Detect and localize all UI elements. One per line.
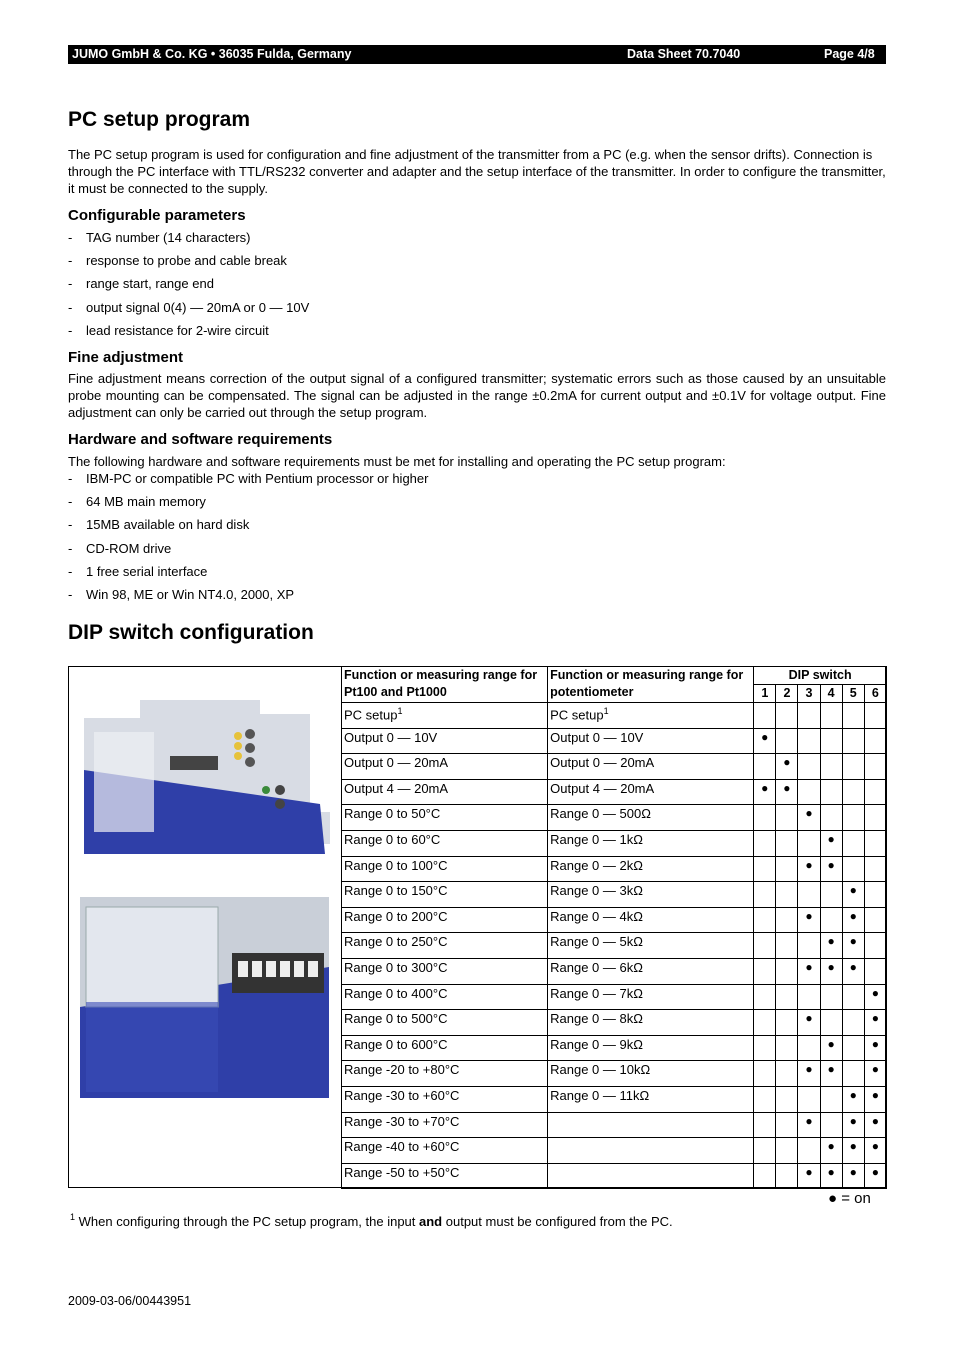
dip-table-body xyxy=(342,703,887,1189)
pot-range-cell xyxy=(548,882,754,908)
dip-switch-cell-2 xyxy=(776,1086,798,1112)
dip-switch-cell-1 xyxy=(754,1138,776,1164)
table-row xyxy=(342,703,887,729)
dip-switch-cell-6 xyxy=(864,1163,886,1189)
dip-switch-cell-1 xyxy=(754,754,776,780)
switch-on-dot: ● xyxy=(827,1036,835,1051)
pt-range-cell xyxy=(342,830,548,856)
hw-requirements-list xyxy=(68,470,428,609)
dip-switch-cell-3 xyxy=(798,1086,820,1112)
pot-range-text: Range 0 — 3kΩ xyxy=(550,883,643,899)
dip-switch-cell-1 xyxy=(754,1061,776,1087)
pt-range-text: Range 0 to 150°C xyxy=(344,883,448,899)
dip-switch-cell-2 xyxy=(776,703,798,729)
pt-range-text: Output 0 — 10V xyxy=(344,729,438,745)
pt-range-cell xyxy=(342,703,548,729)
pot-range-cell xyxy=(548,1061,754,1087)
pot-range-cell xyxy=(548,1010,754,1036)
dip-switch-cell-3 xyxy=(798,856,820,882)
switch-on-dot: ● xyxy=(783,755,791,770)
dip-switch-cell-6 xyxy=(864,830,886,856)
switch-on-dot: ● xyxy=(871,1164,880,1179)
pot-range-cell xyxy=(548,728,754,754)
dip-switch-cell-1 xyxy=(754,830,776,856)
pot-range-text: Output 4 — 20mA xyxy=(550,780,655,796)
dip-switch-cell-3 xyxy=(798,830,820,856)
pc-setup-intro: The PC setup program is used for configuration and fine adjustment of the transmitter from a PC (e.g. when the sensor drifts). Connection is through the PC interface with TTL/RS232 converter and adapter and the setup interface of the transmitter. In order to configure the transmitter, it must be connected to the supply. xyxy=(68,147,886,196)
datasheet-number: Data Sheet 70.7040 xyxy=(627,47,741,61)
dip-switch-cell-5 xyxy=(842,1061,864,1087)
list-item: - range start, range end xyxy=(68,275,309,298)
dip-switch-cell-2 xyxy=(776,1112,798,1138)
dip-switch-cell-6 xyxy=(864,754,886,780)
dip-switch-cell-2 xyxy=(776,754,798,780)
dip-switch-cell-3 xyxy=(798,779,820,805)
pot-range-cell xyxy=(548,805,754,831)
on-legend: ● = on xyxy=(828,1190,871,1207)
page-header xyxy=(68,45,886,64)
dip-switch-cell-5 xyxy=(842,984,864,1010)
col-header-pot: Function or measuring range for potentiometer xyxy=(548,667,754,703)
pot-range-cell xyxy=(548,856,754,882)
dip-switch-cell-4 xyxy=(820,958,842,984)
dip-switch-cell-3 xyxy=(798,728,820,754)
pt-range-cell xyxy=(342,958,548,984)
switch-on-dot: ● xyxy=(805,1164,813,1179)
pt-range-cell xyxy=(342,856,548,882)
dip-title: DIP switch configuration xyxy=(68,621,314,644)
pt-range-text: Range -30 to +60°C xyxy=(344,1087,460,1103)
dip-switch-cell-5 xyxy=(842,1086,864,1112)
pot-range-text: Range 0 — 4kΩ xyxy=(550,908,643,924)
pot-range-cell xyxy=(548,1138,754,1164)
pt-range-text: Range -40 to +60°C xyxy=(344,1139,460,1155)
footnote-text-end: output must be configured from the PC. xyxy=(442,1214,673,1229)
dip-switch-cell-2 xyxy=(776,830,798,856)
pot-range-text: Range 0 — 5kΩ xyxy=(550,934,643,950)
table-row xyxy=(342,984,887,1010)
pt-range-cell xyxy=(342,933,548,959)
pt-range-text: Output 4 — 20mA xyxy=(344,780,449,796)
dip-switch-cell-1 xyxy=(754,856,776,882)
pot-range-text: Range 0 — 7kΩ xyxy=(550,985,643,1001)
dip-switch-cell-4 xyxy=(820,1010,842,1036)
table-row xyxy=(342,907,887,933)
dip-switch-cell-6 xyxy=(864,907,886,933)
dip-switch-cell-3 xyxy=(798,1138,820,1164)
pt-range-text: Range 0 to 250°C xyxy=(344,934,448,950)
list-item: - TAG number (14 characters) xyxy=(68,229,309,252)
dip-switch-cell-4 xyxy=(820,1163,842,1189)
pt-range-cell xyxy=(342,1035,548,1061)
switch-on-dot: ● xyxy=(871,1087,880,1102)
footnote-bold: and xyxy=(419,1214,443,1229)
fine-adjustment-title: Fine adjustment xyxy=(68,349,184,366)
list-item: - output signal 0(4) — 20mA or 0 — 10V xyxy=(68,299,309,322)
list-item: - 15MB available on hard disk xyxy=(68,516,428,539)
dip-switch-cell-6 xyxy=(864,984,886,1010)
dip-switch-cell-3 xyxy=(798,1112,820,1138)
dip-switch-cell-5 xyxy=(842,1112,864,1138)
pt-range-text: Range -50 to +50°C xyxy=(344,1164,460,1180)
pot-range-cell xyxy=(548,779,754,805)
dip-switch-cell-5 xyxy=(842,856,864,882)
dip-switch-cell-4 xyxy=(820,728,842,754)
dip-switch-cell-1 xyxy=(754,1163,776,1189)
dip-switch-cell-5 xyxy=(842,1035,864,1061)
pot-range-text: Range 0 — 8kΩ xyxy=(550,1011,643,1027)
list-item: - 1 free serial interface xyxy=(68,563,428,586)
switch-number: 6 xyxy=(864,685,886,703)
table-row xyxy=(342,882,887,908)
pt-range-cell xyxy=(342,1138,548,1164)
switch-on-dot: ● xyxy=(827,959,835,974)
dip-switch-cell-3 xyxy=(798,703,820,729)
dip-switch-cell-4 xyxy=(820,1112,842,1138)
pot-range-cell xyxy=(548,1086,754,1112)
dip-switch-cell-3 xyxy=(798,1163,820,1189)
pot-range-cell xyxy=(548,1112,754,1138)
pot-range-text: Range 0 — 9kΩ xyxy=(550,1036,643,1052)
dip-switch-cell-1 xyxy=(754,805,776,831)
pt-range-cell xyxy=(342,805,548,831)
dip-switch-cell-5 xyxy=(842,779,864,805)
table-row xyxy=(342,1112,887,1138)
dip-switch-cell-6 xyxy=(864,703,886,729)
switch-on-dot: ● xyxy=(827,1164,835,1179)
footnote xyxy=(70,1212,673,1229)
table-row xyxy=(342,1086,887,1112)
dip-switch-cell-3 xyxy=(798,907,820,933)
pot-range-text: Output 0 — 10V xyxy=(550,729,644,745)
dip-switch-cell-1 xyxy=(754,907,776,933)
dip-switch-cell-3 xyxy=(798,1061,820,1087)
dip-switch-cell-4 xyxy=(820,856,842,882)
configurable-list xyxy=(68,229,309,345)
dip-switch-closeup-photo xyxy=(80,897,329,1098)
dip-switch-cell-5 xyxy=(842,882,864,908)
dip-switch-cell-3 xyxy=(798,933,820,959)
switch-on-dot: ● xyxy=(805,1011,813,1026)
dip-switch-cell-5 xyxy=(842,703,864,729)
switch-on-dot: ● xyxy=(849,1087,857,1102)
list-item: - response to probe and cable break xyxy=(68,252,309,275)
table-row xyxy=(342,1010,887,1036)
dip-switch-cell-5 xyxy=(842,805,864,831)
pot-range-cell xyxy=(548,958,754,984)
pt-range-cell xyxy=(342,907,548,933)
dip-switch-cell-6 xyxy=(864,958,886,984)
pot-range-cell xyxy=(548,703,754,729)
pt-range-text: Range 0 to 500°C xyxy=(344,1011,448,1027)
table-row xyxy=(342,933,887,959)
dip-switch-cell-6 xyxy=(864,1138,886,1164)
dip-switch-cell-4 xyxy=(820,830,842,856)
pt-range-text: Range 0 to 300°C xyxy=(344,959,448,975)
pt-range-text: Range 0 to 600°C xyxy=(344,1036,448,1052)
switch-number: 1 xyxy=(754,685,776,703)
dip-switch-cell-4 xyxy=(820,1086,842,1112)
dip-switch-cell-2 xyxy=(776,1035,798,1061)
dip-switch-cell-4 xyxy=(820,779,842,805)
table-row xyxy=(342,1061,887,1087)
switch-on-dot: ● xyxy=(805,857,813,872)
dip-switch-cell-5 xyxy=(842,754,864,780)
dip-switch-cell-6 xyxy=(864,856,886,882)
dip-switch-cell-4 xyxy=(820,907,842,933)
dip-switch-cell-1 xyxy=(754,882,776,908)
document-date-code: 2009-03-06/00443951 xyxy=(68,1294,192,1308)
dip-switch-cell-2 xyxy=(776,856,798,882)
dip-switch-cell-3 xyxy=(798,984,820,1010)
dip-switch-cell-2 xyxy=(776,728,798,754)
switch-on-dot: ● xyxy=(849,934,857,949)
list-item: - IBM-PC or compatible PC with Pentium processor or higher xyxy=(68,470,428,493)
dip-switch-cell-2 xyxy=(776,779,798,805)
dip-switch-cell-1 xyxy=(754,1112,776,1138)
dip-switch-cell-3 xyxy=(798,805,820,831)
pot-range-text: Range 0 — 6kΩ xyxy=(550,959,643,975)
pot-range-text: Range 0 — 500Ω xyxy=(550,806,651,822)
table-row xyxy=(342,856,887,882)
dip-table xyxy=(341,666,887,1189)
dip-switch-cell-6 xyxy=(864,728,886,754)
dip-switch-cell-2 xyxy=(776,1163,798,1189)
fine-adjustment-text: Fine adjustment means correction of the output signal of a configured transmitter; systematic errors such as those caused by an unsuitable probe mounting can be compensated. The signal can be adjusted in the range ±0.2mA for current output and ±0.1V for voltage output. Fine adjustment can only be carried out through the setup program. xyxy=(68,371,886,420)
pt-range-text: Range 0 to 50°C xyxy=(344,806,441,822)
dip-switch-cell-5 xyxy=(842,907,864,933)
dip-switch-cell-3 xyxy=(798,1035,820,1061)
footnote-marker: 1 xyxy=(603,706,609,716)
dip-switch-cell-4 xyxy=(820,1061,842,1087)
dip-switch-cell-1 xyxy=(754,958,776,984)
col-header-pt: Function or measuring range for Pt100 and Pt1000 xyxy=(342,667,548,703)
company-name: JUMO GmbH & Co. KG • 36035 Fulda, Germany xyxy=(72,47,352,61)
pot-range-cell xyxy=(548,1035,754,1061)
list-item: - CD-ROM drive xyxy=(68,540,428,563)
pt-range-cell xyxy=(342,779,548,805)
list-item: - Win 98, ME or Win NT4.0, 2000, XP xyxy=(68,586,428,609)
switch-on-dot: ● xyxy=(849,1164,857,1179)
switch-number: 4 xyxy=(820,685,842,703)
dip-switch-cell-1 xyxy=(754,728,776,754)
hw-requirements-intro: The following hardware and software requirements must be met for installing and operating the PC setup program: xyxy=(68,454,726,469)
pot-range-text: PC setup xyxy=(550,707,604,723)
footnote-text-start: When configuring through the PC setup program, the input xyxy=(78,1214,420,1229)
switch-on-dot: ● xyxy=(871,1062,880,1077)
pt-range-cell xyxy=(342,1010,548,1036)
dip-switch-cell-4 xyxy=(820,754,842,780)
pt-range-cell xyxy=(342,1112,548,1138)
dip-switch-cell-3 xyxy=(798,754,820,780)
dip-switch-cell-3 xyxy=(798,882,820,908)
dip-switch-cell-3 xyxy=(798,1010,820,1036)
dip-switch-cell-4 xyxy=(820,703,842,729)
dip-switch-cell-2 xyxy=(776,882,798,908)
switch-on-dot: ● xyxy=(805,959,813,974)
pot-range-text: Output 0 — 20mA xyxy=(550,755,655,771)
dip-switch-cell-6 xyxy=(864,1086,886,1112)
pot-range-cell xyxy=(548,1163,754,1189)
switch-on-dot: ● xyxy=(805,1113,813,1128)
dip-switch-cell-6 xyxy=(864,1112,886,1138)
dip-switch-cell-2 xyxy=(776,1010,798,1036)
switch-on-dot: ● xyxy=(805,806,813,821)
dip-switch-cell-6 xyxy=(864,1010,886,1036)
col-header-dip: DIP switch xyxy=(754,667,887,685)
configurable-title: Configurable parameters xyxy=(68,207,246,224)
switch-on-dot: ● xyxy=(783,780,791,795)
pot-range-text: Range 0 — 1kΩ xyxy=(550,831,643,847)
table-row xyxy=(342,779,887,805)
switch-on-dot: ● xyxy=(761,780,769,795)
pt-range-text: Range 0 to 200°C xyxy=(344,908,448,924)
list-item: - 64 MB main memory xyxy=(68,493,428,516)
dip-switch-cell-6 xyxy=(864,1061,886,1087)
switch-on-dot: ● xyxy=(827,1139,835,1154)
pt-range-cell xyxy=(342,728,548,754)
pt-range-cell xyxy=(342,754,548,780)
pot-range-cell xyxy=(548,984,754,1010)
dip-switch-cell-1 xyxy=(754,933,776,959)
pot-range-cell xyxy=(548,933,754,959)
dip-switch-cell-3 xyxy=(798,958,820,984)
dip-switch-cell-1 xyxy=(754,779,776,805)
switch-on-dot: ● xyxy=(871,1139,880,1154)
hw-requirements-title: Hardware and software requirements xyxy=(68,431,333,448)
dip-switch-cell-5 xyxy=(842,1010,864,1036)
switch-on-dot: ● xyxy=(849,908,857,923)
pt-range-text: Range 0 to 100°C xyxy=(344,857,448,873)
switch-on-dot: ● xyxy=(827,831,835,846)
switch-on-dot: ● xyxy=(761,729,769,744)
table-row xyxy=(342,1035,887,1061)
dip-switch-cell-4 xyxy=(820,882,842,908)
dip-switch-cell-6 xyxy=(864,805,886,831)
pc-setup-title: PC setup program xyxy=(68,108,251,131)
dip-switch-cell-4 xyxy=(820,933,842,959)
switch-on-dot: ● xyxy=(871,1113,880,1128)
switch-on-dot: ● xyxy=(827,857,835,872)
dip-switch-cell-5 xyxy=(842,933,864,959)
switch-on-dot: ● xyxy=(827,934,835,949)
dip-switch-cell-1 xyxy=(754,1086,776,1112)
switch-number: 5 xyxy=(842,685,864,703)
table-row xyxy=(342,1138,887,1164)
dip-switch-cell-4 xyxy=(820,805,842,831)
dip-switch-cell-4 xyxy=(820,1138,842,1164)
pt-range-text: PC setup xyxy=(344,707,398,723)
dip-switch-cell-4 xyxy=(820,984,842,1010)
device-photo xyxy=(80,694,330,860)
dip-switch-cell-5 xyxy=(842,728,864,754)
dip-switch-cell-5 xyxy=(842,830,864,856)
dip-switch-cell-2 xyxy=(776,1061,798,1087)
pt-range-text: Range -20 to +80°C xyxy=(344,1062,460,1078)
switch-on-dot: ● xyxy=(849,959,857,974)
pt-range-text: Range 0 to 60°C xyxy=(344,831,441,847)
pt-range-cell xyxy=(342,1086,548,1112)
pot-range-cell xyxy=(548,907,754,933)
switch-on-dot: ● xyxy=(849,883,857,898)
switch-on-dot: ● xyxy=(871,1011,880,1026)
switch-on-dot: ● xyxy=(827,1062,835,1077)
dip-switch-cell-2 xyxy=(776,805,798,831)
pot-range-text: Range 0 — 10kΩ xyxy=(550,1062,651,1078)
dip-switch-cell-1 xyxy=(754,1035,776,1061)
table-row xyxy=(342,958,887,984)
pt-range-cell xyxy=(342,984,548,1010)
page-number: Page 4/8 xyxy=(824,47,875,61)
pot-range-cell xyxy=(548,830,754,856)
switch-on-dot: ● xyxy=(849,1139,857,1154)
pt-range-cell xyxy=(342,1163,548,1189)
switch-number: 2 xyxy=(776,685,798,703)
table-row xyxy=(342,728,887,754)
dip-switch-cell-2 xyxy=(776,933,798,959)
footnote-marker: 1 xyxy=(397,706,403,716)
pot-range-text: Range 0 — 11kΩ xyxy=(550,1087,650,1103)
list-item: - lead resistance for 2-wire circuit xyxy=(68,322,309,345)
switch-on-dot: ● xyxy=(849,1113,857,1128)
dip-switch-cell-2 xyxy=(776,984,798,1010)
switch-on-dot: ● xyxy=(805,908,813,923)
dip-switch-cell-1 xyxy=(754,1010,776,1036)
dip-switch-cell-6 xyxy=(864,882,886,908)
pot-range-cell xyxy=(548,754,754,780)
dip-switch-cell-2 xyxy=(776,1138,798,1164)
dip-switch-cell-2 xyxy=(776,907,798,933)
dip-switch-cell-5 xyxy=(842,1163,864,1189)
table-row xyxy=(342,754,887,780)
switch-number: 3 xyxy=(798,685,820,703)
dip-switch-cell-6 xyxy=(864,1035,886,1061)
pt-range-cell xyxy=(342,882,548,908)
pt-range-text: Range -30 to +70°C xyxy=(344,1113,460,1129)
dip-switch-cell-5 xyxy=(842,1138,864,1164)
switch-on-dot: ● xyxy=(871,985,880,1000)
pt-range-text: Output 0 — 20mA xyxy=(344,755,449,771)
table-row xyxy=(342,805,887,831)
dip-switch-cell-4 xyxy=(820,1035,842,1061)
pt-range-cell xyxy=(342,1061,548,1087)
switch-on-dot: ● xyxy=(871,1036,880,1051)
footnote-number: 1 xyxy=(70,1212,76,1222)
dip-switch-cell-2 xyxy=(776,958,798,984)
pt-range-text: Range 0 to 400°C xyxy=(344,985,448,1001)
dip-switch-cell-1 xyxy=(754,984,776,1010)
dip-switch-cell-5 xyxy=(842,958,864,984)
dip-switch-cell-6 xyxy=(864,779,886,805)
switch-on-dot: ● xyxy=(805,1062,813,1077)
table-row xyxy=(342,1163,887,1189)
dip-switch-cell-1 xyxy=(754,703,776,729)
dip-switch-cell-6 xyxy=(864,933,886,959)
pot-range-text: Range 0 — 2kΩ xyxy=(550,857,643,873)
table-row xyxy=(342,830,887,856)
